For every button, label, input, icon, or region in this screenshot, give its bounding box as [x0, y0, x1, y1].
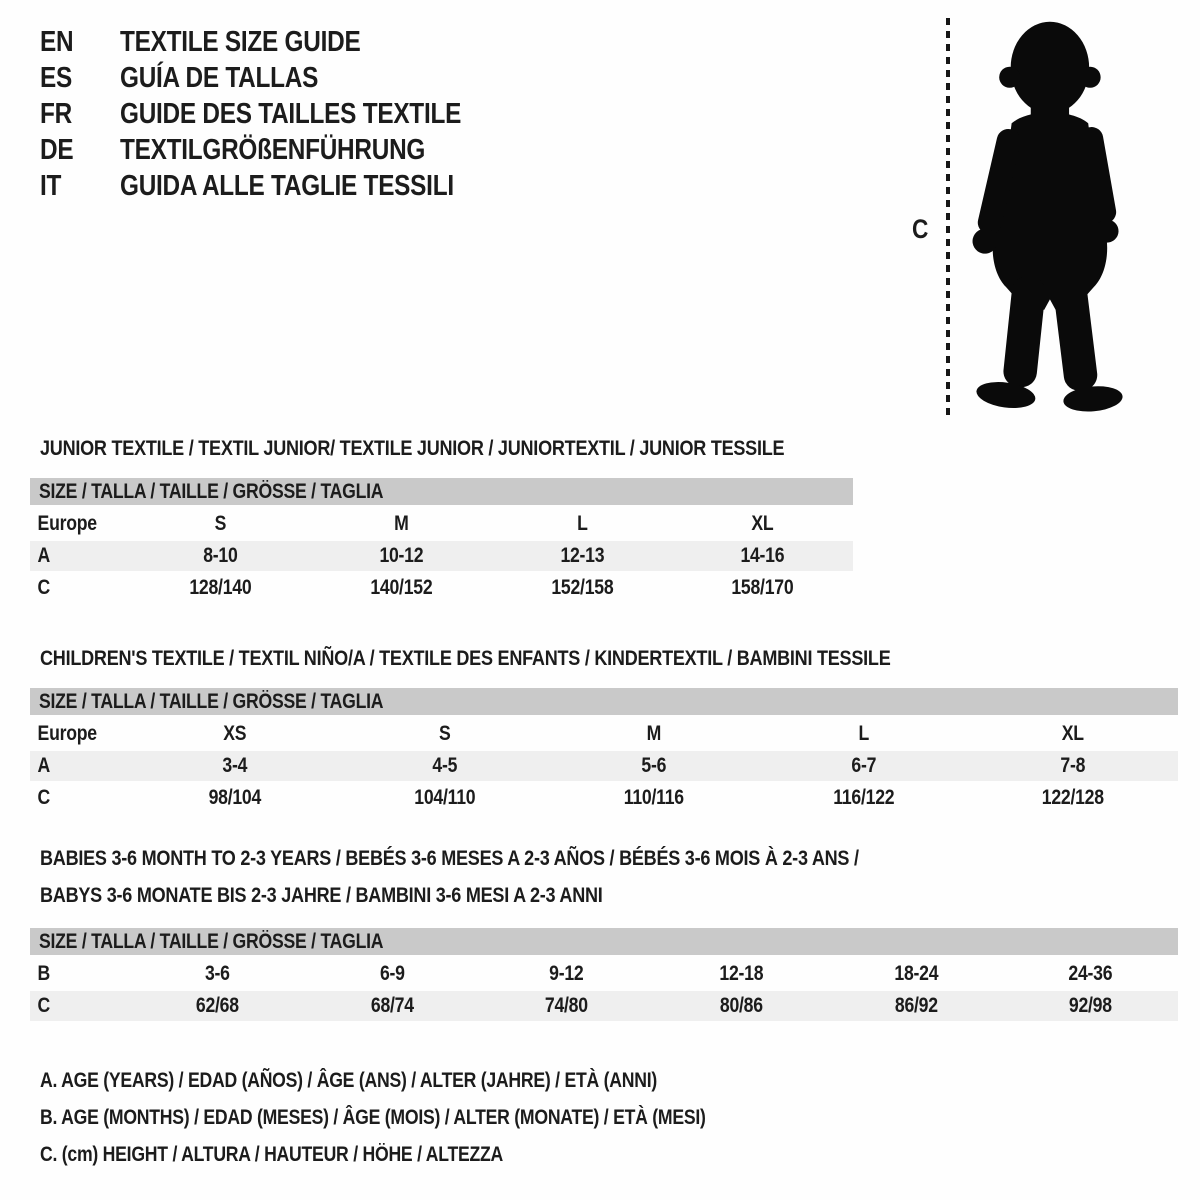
- column-header: XS: [223, 722, 247, 745]
- column-header: M: [393, 512, 409, 535]
- height-measure-line: [946, 18, 950, 416]
- row-label: B: [37, 962, 51, 985]
- junior-size-band: [30, 478, 853, 505]
- table-cell: 86/92: [894, 994, 938, 1017]
- row-label: C: [37, 576, 51, 599]
- table-cell: 6-9: [379, 962, 405, 985]
- language-title: GUIDA ALLE TAGLIE TESSILI: [120, 169, 454, 202]
- language-code: EN: [40, 25, 74, 58]
- table-cell: 140/152: [370, 576, 433, 599]
- children-section-heading: [40, 640, 1052, 677]
- table-cell: 128/140: [189, 576, 252, 599]
- table-cell: 68/74: [370, 994, 414, 1017]
- table-cell: 8-10: [203, 544, 238, 567]
- children-row-height: [30, 783, 1178, 813]
- junior-size-band-label: SIZE / TALLA / TAILLE / GRÖSSE / TAGLIA: [39, 479, 384, 503]
- column-header: XL: [1062, 722, 1085, 745]
- table-cell: 152/158: [550, 576, 613, 599]
- column-header: S: [214, 512, 227, 535]
- table-cell: 80/86: [719, 994, 763, 1017]
- column-header: M: [646, 722, 662, 745]
- column-header: Europe: [37, 512, 97, 535]
- table-cell: 10-12: [379, 544, 424, 567]
- children-size-band-label: SIZE / TALLA / TAILLE / GRÖSSE / TAGLIA: [39, 689, 384, 713]
- language-list: [40, 24, 526, 204]
- measurement-figure: [900, 10, 1190, 422]
- language-title: TEXTILGRÖßENFÜHRUNG: [120, 133, 426, 166]
- language-row: [40, 24, 526, 60]
- table-cell: 92/98: [1069, 994, 1113, 1017]
- junior-section-heading: [40, 430, 926, 467]
- table-cell: 24-36: [1068, 962, 1113, 985]
- table-cell: 14-16: [740, 544, 785, 567]
- junior-heading-text: JUNIOR TEXTILE / TEXTIL JUNIOR/ TEXTILE JUNIOR / JUNIORTEXTIL / JUNIOR TESSILE: [40, 436, 785, 460]
- column-header: XL: [751, 512, 774, 535]
- legend-line-b: B. AGE (MONTHS) / EDAD (MESES) / ÂGE (MOIS) / ALTER (MONATE) / ETÀ (MESI): [40, 1106, 706, 1129]
- table-cell: 104/110: [413, 786, 475, 809]
- table-cell: 3-4: [222, 754, 248, 777]
- children-size-band: [30, 688, 1178, 715]
- table-cell: 18-24: [894, 962, 938, 985]
- language-row: [40, 96, 526, 132]
- junior-row-height: [30, 573, 853, 603]
- table-cell: 158/170: [731, 576, 794, 599]
- table-cell: 62/68: [195, 994, 239, 1017]
- table-cell: 116/122: [833, 786, 895, 809]
- row-label: C: [37, 994, 51, 1017]
- language-row: [40, 60, 526, 96]
- children-header-row: [30, 719, 1178, 749]
- legend-line-a: A. AGE (YEARS) / EDAD (AÑOS) / ÂGE (ANS) / ALTER (JAHRE) / ETÀ (ANNI): [40, 1069, 658, 1092]
- legend-line-c: C. (cm) HEIGHT / ALTURA / HAUTEUR / HÖHE / ALTEZZA: [40, 1143, 504, 1166]
- table-cell: 122/128: [1042, 786, 1105, 809]
- babies-size-band: [30, 928, 1178, 955]
- row-label: A: [37, 754, 51, 777]
- table-cell: 4-5: [432, 754, 457, 777]
- column-header: S: [438, 722, 451, 745]
- language-code: FR: [40, 97, 72, 130]
- table-cell: 3-6: [204, 962, 230, 985]
- table-cell: 5-6: [641, 754, 667, 777]
- language-title: TEXTILE SIZE GUIDE: [120, 25, 361, 58]
- babies-heading-line2: BABYS 3-6 MONATE BIS 2-3 JAHRE / BAMBINI 3-6 MESI A 2-3 ANNI: [40, 883, 603, 907]
- table-cell: 12-13: [559, 544, 604, 567]
- babies-size-band-label: SIZE / TALLA / TAILLE / GRÖSSE / TAGLIA: [39, 929, 384, 953]
- column-header: L: [858, 722, 869, 745]
- language-title: GUIDE DES TAILLES TEXTILE: [120, 97, 462, 130]
- language-row: [40, 168, 526, 204]
- language-code: DE: [40, 133, 74, 166]
- table-cell: 110/116: [623, 786, 685, 809]
- babies-row-height: [30, 991, 1178, 1021]
- row-label: C: [37, 786, 51, 809]
- table-cell: 74/80: [545, 994, 589, 1017]
- babies-heading-line1: BABIES 3-6 MONTH TO 2-3 YEARS / BEBÉS 3-6 MESES A 2-3 AÑOS / BÉBÉS 3-6 MOIS À 2-3 ANS /: [40, 846, 859, 870]
- language-code: ES: [40, 61, 72, 94]
- language-code: IT: [40, 169, 62, 202]
- measure-legend: [40, 1062, 832, 1173]
- children-row-age: [30, 751, 1178, 781]
- children-heading-text: CHILDREN'S TEXTILE / TEXTIL NIÑO/A / TEXTILE DES ENFANTS / KINDERTEXTIL / BAMBINI TESSILE: [40, 646, 891, 670]
- table-cell: 98/104: [208, 786, 262, 809]
- language-title: GUÍA DE TALLAS: [120, 61, 319, 94]
- table-cell: 7-8: [1060, 754, 1086, 777]
- table-cell: 6-7: [851, 754, 876, 777]
- language-row: [40, 132, 526, 168]
- column-header: L: [576, 512, 588, 535]
- toddler-silhouette-icon: [960, 16, 1136, 418]
- height-measure-label: C: [912, 214, 929, 244]
- row-label: A: [37, 544, 51, 567]
- babies-section-heading: [40, 840, 1015, 914]
- junior-header-row: [30, 509, 853, 539]
- junior-row-age: [30, 541, 853, 571]
- column-header: Europe: [37, 722, 97, 745]
- babies-row-months: [30, 959, 1178, 989]
- table-cell: 12-18: [719, 962, 764, 985]
- table-cell: 9-12: [549, 962, 584, 985]
